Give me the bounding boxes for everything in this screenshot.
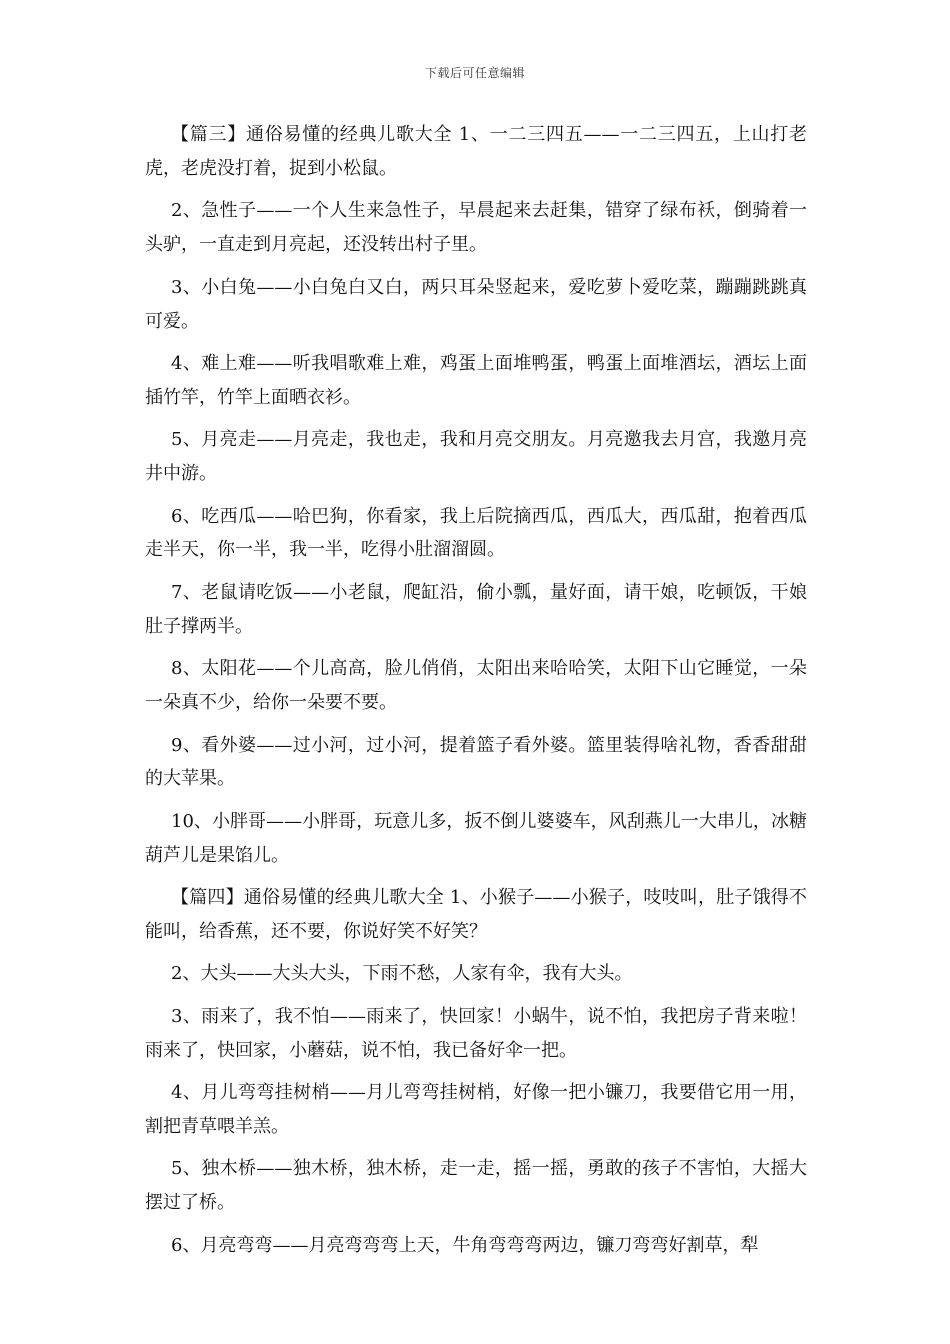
paragraph: 【篇三】通俗易懂的经典儿歌大全 1、一二三四五——一二三四五，上山打老虎，老虎没打着，捉到小松鼠。	[145, 124, 807, 179]
document-body	[145, 118, 807, 1271]
paragraph: 5、月亮走——月亮走，我也走，我和月亮交朋友。月亮邀我去月宫，我邀月亮井中游。	[145, 429, 807, 485]
paragraph: 2、大头——大头大头，下雨不愁，人家有伞，我有大头。	[171, 963, 633, 985]
paragraph: 6、月亮弯弯——月亮弯弯弯上天，牛角弯弯弯两边，镰刀弯弯好割草，犁	[171, 1234, 759, 1256]
page-header: 下载后可任意编辑	[424, 66, 525, 80]
paragraph: 8、太阳花——个儿高高，脸儿俏俏，太阳出来哈哈笑，太阳下山它睡觉，一朵一朵真不少，给你一朵要不要。	[145, 658, 807, 714]
paragraph: 10、小胖哥——小胖哥，玩意儿多，扳不倒儿婆婆车，风刮燕儿一大串儿，冰糖葫芦儿是果馅儿。	[145, 810, 807, 866]
paragraph: 6、吃西瓜——哈巴狗，你看家，我上后院摘西瓜，西瓜大，西瓜甜，抱着西瓜走半天，你一半，我一半，吃得小肚溜溜圆。	[145, 505, 807, 561]
paragraph: 3、雨来了，我不怕——雨来了，快回家！小蜗牛，说不怕，我把房子背来啦！雨来了，快回家，小蘑菇，说不怕，我已备好伞一把。	[145, 1005, 807, 1061]
paragraph: 4、月儿弯弯挂树梢——月儿弯弯挂树梢，好像一把小镰刀，我要借它用一用，割把青草喂羊羔。	[145, 1082, 807, 1138]
paragraph: 7、老鼠请吃饭——小老鼠，爬缸沿，偷小瓢，量好面，请干娘，吃顿饭，干娘肚子撑两半。	[145, 581, 807, 637]
paragraph: 2、急性子——一个人生来急性子，早晨起来去赶集，错穿了绿布袄，倒骑着一头驴，一直走到月亮起，还没转出村子里。	[145, 200, 807, 256]
paragraph: 5、独木桥——独木桥，独木桥，走一走，摇一摇，勇敢的孩子不害怕，大摇大摆过了桥。	[145, 1158, 807, 1214]
paragraph: 4、难上难——听我唱歌难上难，鸡蛋上面堆鸭蛋，鸭蛋上面堆酒坛，酒坛上面插竹竿，竹竿上面晒衣衫。	[145, 352, 807, 408]
paragraph: 9、看外婆——过小河，过小河，提着篮子看外婆。篮里装得啥礼物，香香甜甜的大苹果。	[145, 734, 807, 790]
paragraph: 3、小白兔——小白兔白又白，两只耳朵竖起来，爱吃萝卜爱吃菜，蹦蹦跳跳真可爱。	[145, 276, 807, 332]
paragraph: 【篇四】通俗易懂的经典儿歌大全 1、小猴子——小猴子，吱吱叫，肚子饿得不能叫，给香蕉，还不要，你说好笑不好笑？	[145, 887, 807, 943]
